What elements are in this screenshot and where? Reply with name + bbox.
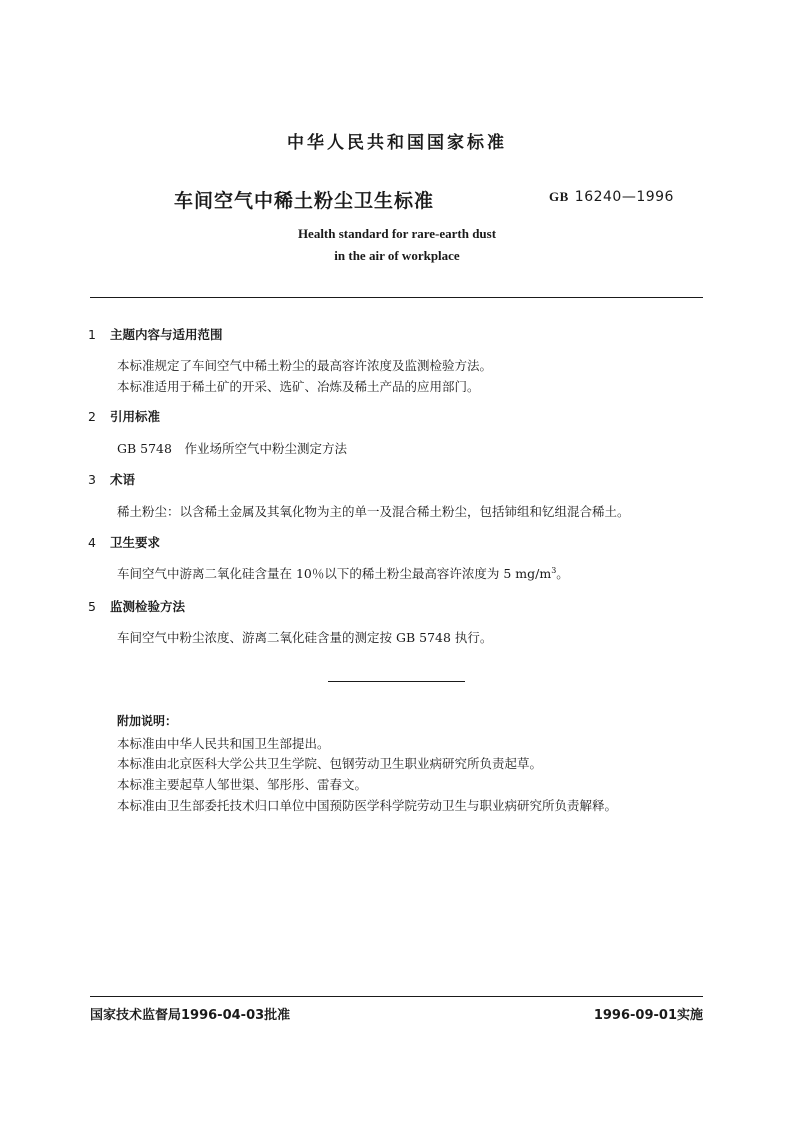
section-3-line-1: 稀土粉尘：以含稀土金属及其氧化物为主的单一及混合稀土粉尘，包括铈组和钇组混合稀土。 (117, 504, 630, 519)
footer-divider (90, 996, 703, 997)
standard-title: 车间空气中稀土粉尘卫生标准 (174, 190, 435, 212)
standard-code (549, 189, 674, 205)
section-4-text: 车间空气中游离二氧化硅含量在 10％以下的稀土粉尘最高容许浓度为 5 mg/m (117, 566, 552, 581)
section-1-line-1: 本标准规定了车间空气中稀土粉尘的最高容许浓度及监测检验方法。 (117, 358, 493, 373)
section-2-line-1: GB 5748 作业场所空气中粉尘测定方法 (117, 441, 347, 456)
section-2-number: 2 (88, 409, 96, 424)
section-4-heading-text: 卫生要求 (110, 535, 161, 550)
header-divider (90, 297, 703, 298)
section-3-heading (88, 470, 135, 488)
section-2-heading (88, 407, 160, 425)
section-5-number: 5 (88, 599, 96, 614)
section-4-line-1 (117, 564, 569, 582)
end-of-text-rule (328, 681, 465, 682)
section-1-line-2: 本标准适用于稀土矿的开采、选矿、冶炼及稀土产品的应用部门。 (117, 379, 480, 394)
note-line-1: 本标准由中华人民共和国卫生部提出。 (117, 736, 330, 751)
section-4-heading (88, 533, 160, 551)
english-title-line-2: in the air of workplace (334, 248, 460, 263)
cubic-superscript: 3 (551, 565, 557, 575)
national-standard-title: 中华人民共和国国家标准 (287, 133, 507, 153)
standard-code-number: 16240—1996 (574, 189, 674, 205)
section-5-heading (88, 597, 185, 615)
section-1-heading (88, 325, 223, 343)
implementation-text: 1996-09-01实施 (593, 1008, 703, 1023)
notes-heading: 附加说明： (117, 714, 178, 728)
section-1-heading-text: 主题内容与适用范围 (110, 327, 223, 342)
section-5-line-1: 车间空气中粉尘浓度、游离二氧化硅含量的测定按 GB 5748 执行。 (117, 630, 493, 645)
section-3-heading-text: 术语 (110, 472, 136, 487)
section-3-number: 3 (88, 472, 96, 487)
section-5-heading-text: 监测检验方法 (110, 599, 186, 614)
standard-code-prefix: GB (549, 189, 569, 204)
note-line-4: 本标准由卫生部委托技术归口单位中国预防医学科学院劳动卫生与职业病研究所负责解释。 (117, 798, 618, 813)
section-4-period: 。 (556, 566, 569, 581)
approval-text: 国家技术监督局1996-04-03批准 (90, 1008, 291, 1023)
note-line-2: 本标准由北京医科大学公共卫生学院、包钢劳动卫生职业病研究所负责起草。 (117, 756, 543, 771)
english-title-line-1: Health standard for rare-earth dust (297, 226, 497, 241)
section-1-number: 1 (88, 327, 96, 342)
section-4-number: 4 (88, 535, 96, 550)
section-2-heading-text: 引用标准 (110, 409, 161, 424)
note-line-3: 本标准主要起草人邹世渠、邹彤彤、雷春文。 (117, 777, 368, 792)
